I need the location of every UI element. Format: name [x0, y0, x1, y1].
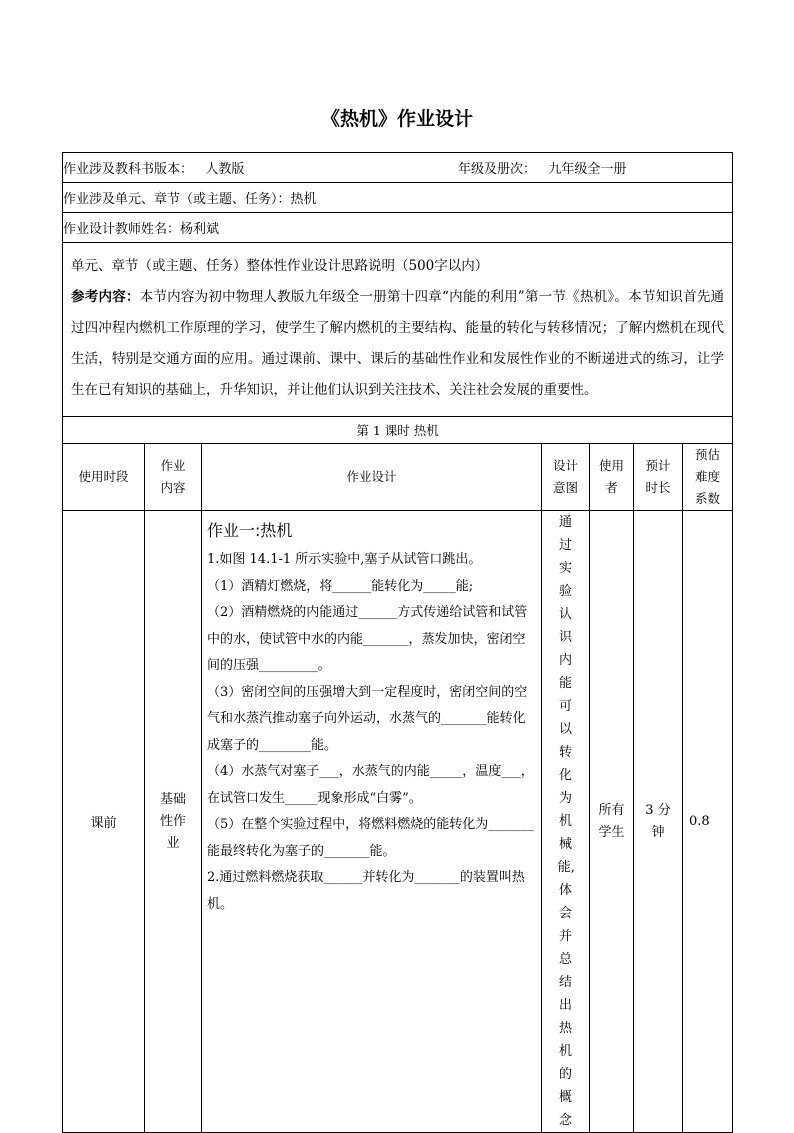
lesson-row	[63, 417, 733, 444]
design-cell	[202, 511, 542, 1133]
lesson-title: 第 1 课时 热机	[63, 417, 733, 444]
question-item: 1.如图 14.1-1 所示实验中,塞子从试管口跳出。	[207, 552, 482, 567]
period-cell: 课前	[63, 511, 145, 1133]
unit-value: 热机	[290, 192, 317, 207]
reference-text: 本节内容为初中物理人教版九年级全一册第十四章“内能的利用”第一节《热机》。本节知识首先通过四冲程内燃机工作原理的学习，使学生了解内燃机的主要结构、能量的转化与转移情况；了解内燃机在现代生活，特别是交通方面的应用。通过课前、课中、课后的基础性作业和发展性作业的不断递进式的练习，让学生在已有知识的基础上，升华知识，并让他们认识到关注技术、关注社会发展的重要性。	[71, 289, 725, 398]
header-intent: 设计意图	[552, 458, 578, 495]
homework-design-table	[62, 152, 733, 1133]
table-row	[63, 511, 733, 1133]
question-item: 2.通过燃料燃烧获取______并转化为_______的装置叫热机。	[207, 870, 525, 912]
question-item: （5）在整个实验过程中，将燃料燃烧的能转化为_______能最终转化为塞子的_______能。	[207, 817, 534, 859]
textbook-row	[63, 153, 733, 183]
document-title: 《热机》作业设计	[320, 108, 473, 130]
teacher-label: 作业设计教师姓名：	[63, 222, 181, 237]
description-body	[71, 282, 724, 406]
header-period: 使用时段	[63, 444, 145, 511]
teacher-value: 杨利斌	[180, 222, 220, 237]
difficulty-cell: 0.8	[683, 511, 733, 1133]
description-row	[63, 243, 733, 417]
question-item: （4）水蒸气对塞子___，水蒸气的内能_____，温度___，在试管口发生_____现象形成“白雾”。	[207, 764, 534, 806]
grade-label: 年级及册次：	[458, 162, 537, 177]
unit-row	[63, 183, 733, 213]
textbook-value: 人教版	[205, 162, 245, 177]
content-cell: 基础性作业	[159, 791, 186, 851]
table-header-row	[63, 444, 733, 511]
homework-title: 作业一:热机	[207, 521, 293, 540]
textbook-label: 作业涉及教科书版本：	[63, 162, 194, 177]
question-item: （1）酒精灯燃烧，将______能转化为_____能;	[207, 578, 474, 594]
question-item: （2）酒精燃烧的内能通过______方式传递给试管和试管中的水，使试管中水的内能_______，蒸发加快，密闭空间的压强_________。	[207, 605, 528, 673]
intent-cell: 通过实验认识内能可以转化为机械能,体会并总结出热机的概念	[557, 515, 575, 1128]
header-design: 作业设计	[202, 444, 542, 511]
description-heading: 单元、章节（或主题、任务）整体性作业设计思路说明（500字以内）	[71, 258, 489, 274]
header-duration: 预计时长	[645, 458, 671, 495]
user-cell: 所有学生	[598, 802, 625, 840]
grade-value: 九年级全一册	[548, 162, 627, 177]
header-user: 使用者	[598, 458, 624, 495]
header-content: 作业内容	[160, 458, 186, 495]
reference-label: 参考内容：	[71, 289, 140, 305]
duration-cell: 3 分钟	[645, 802, 671, 840]
header-difficulty: 预估难度系数	[695, 447, 721, 506]
unit-label: 作业涉及单元、章节（或主题、任务）：	[63, 192, 291, 207]
teacher-row	[63, 213, 733, 243]
question-item: （3）密闭空间的压强增大到一定程度时，密闭空间的空气和水蒸汽推动塞子向外运动，水蒸气的_______能转化成塞子的________能。	[207, 684, 528, 753]
